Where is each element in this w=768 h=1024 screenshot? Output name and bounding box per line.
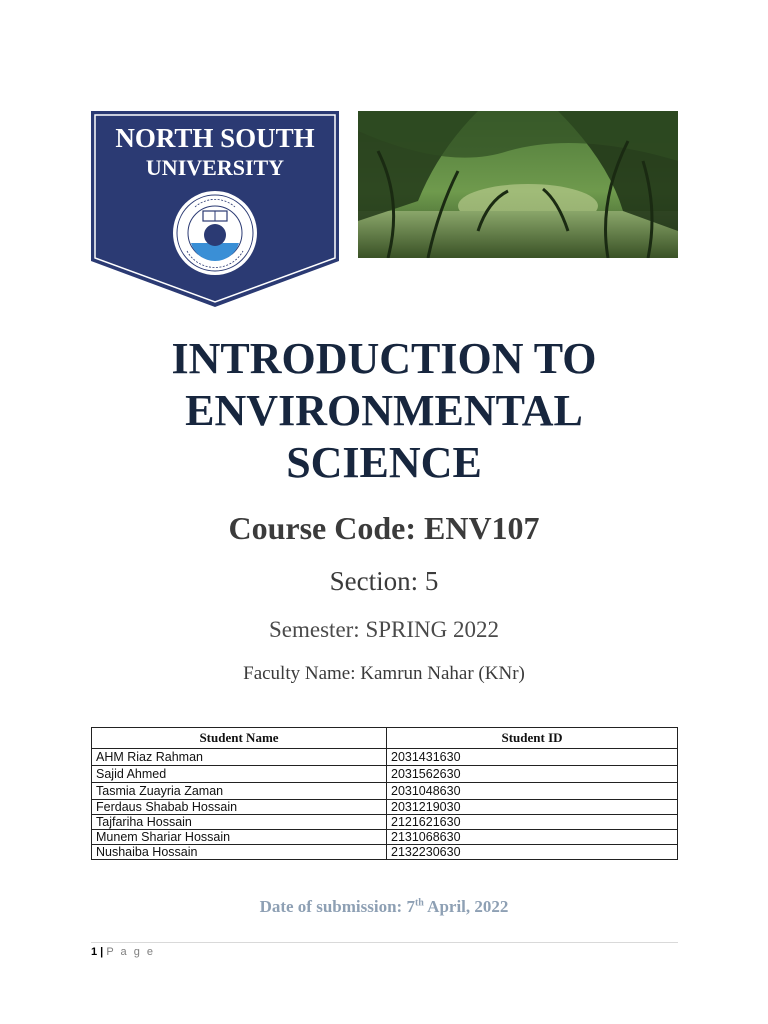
column-header-id: Student ID [387,728,678,749]
student-name: Tasmia Zuayria Zaman [92,783,387,800]
table-row [92,749,678,766]
page-separator: | [97,946,107,958]
mangrove-forest-photo [358,111,678,258]
submission-date-prefix: Date of submission: 7 [259,897,415,916]
course-code: Course Code: ENV107 [228,510,540,546]
submission-date-rest: April, 2022 [423,897,509,916]
student-name: Nushaiba Hossain [92,845,387,860]
section-number: Section: 5 [329,566,439,596]
page-label: P a g e [106,946,155,958]
student-name: Sajid Ahmed [92,766,387,783]
student-id: 2031048630 [387,783,678,800]
student-name: Munem Shariar Hossain [92,830,387,845]
university-logo [91,111,339,307]
submission-date [0,897,768,917]
table-row [92,845,678,860]
student-name: Ferdaus Shabab Hossain [92,800,387,815]
table-row [92,830,678,845]
column-header-name: Student Name [92,728,387,749]
student-table [91,727,678,860]
university-seal-icon [173,191,257,275]
student-name: AHM Riaz Rahman [92,749,387,766]
logo-line-1: NORTH SOUTH [115,123,315,153]
document-title [0,333,768,489]
ordinal-suffix: th [414,897,424,909]
title-line: INTRODUCTION TO [171,334,597,383]
student-id: 2121621630 [387,815,678,830]
table-row [92,766,678,783]
student-id: 2031562630 [387,766,678,783]
footer-divider [91,942,678,943]
student-id: 2031219030 [387,800,678,815]
student-id: 2132230630 [387,845,678,860]
student-name: Tajfariha Hossain [92,815,387,830]
logo-line-2: UNIVERSITY [145,155,285,180]
table-header-row [92,728,678,749]
semester: Semester: SPRING 2022 [269,617,499,642]
title-line: ENVIRONMENTAL [185,386,583,435]
student-id: 2031431630 [387,749,678,766]
table-row [92,783,678,800]
table-row [92,800,678,815]
page-footer [91,946,155,958]
page-number: 1 [91,946,98,958]
faculty-name: Faculty Name: Kamrun Nahar (KNr) [243,663,525,684]
student-id: 2131068630 [387,830,678,845]
table-row [92,815,678,830]
title-line: SCIENCE [286,438,482,487]
